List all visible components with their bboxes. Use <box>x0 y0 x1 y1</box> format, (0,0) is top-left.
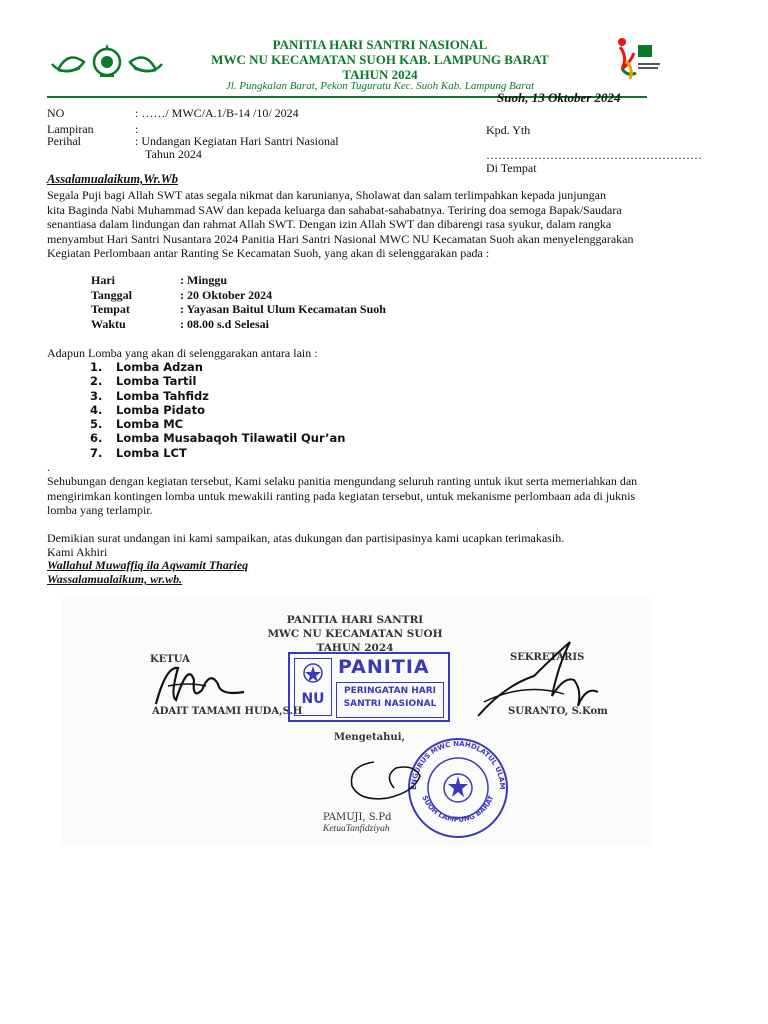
competitions-intro: Adapun Lomba yang akan di selenggarakan antara lain : <box>47 346 318 360</box>
event-value: : Minggu <box>180 273 228 287</box>
event-label: Tempat <box>91 302 130 316</box>
paragraph-1-line: Segala Puji bagi Allah SWT atas segala nikmat dan karunianya, Sholawat dan salam terlimpahkan kepada junjungan <box>47 188 606 202</box>
stamp-nu-box <box>294 658 332 716</box>
hsn-logo <box>612 33 664 85</box>
perihal-label: Perihal <box>47 134 81 148</box>
list-number: 4. <box>90 402 103 417</box>
event-value: : 08.00 s.d Selesai <box>180 316 270 331</box>
list-item <box>90 403 345 417</box>
list-item <box>90 431 345 445</box>
stamp-panitia-text: PANITIA <box>338 656 430 678</box>
paragraph-2-line: mengirimkan kontingen lomba untuk mewakili ranting pada kegiatan tersebut, untuk mekanisme perlombaan ada di juknis <box>47 488 636 503</box>
event-value: : Yayasan Baitul Ulum Kecamatan Suoh <box>180 302 386 316</box>
closing-wallahul: Wallahul Muwaffiq ila Aqwamit Tharieq <box>47 558 249 572</box>
paragraph-1-line: menyambut Hari Santri Nusantara 2024 Panitia Hari Santri Nasional MWC NU Kecamatan Suoh akan menyelenggarakan <box>47 231 634 246</box>
sign-title-2: MWC NU KECAMATAN SUOH <box>267 628 443 640</box>
list-label: Lomba Pidato <box>116 402 205 417</box>
paragraph-1-line: Kegiatan Perlombaan antar Ranting Se Kecamatan Suoh, yang akan di selenggarakan pada : <box>47 246 490 260</box>
round-stamp-top-text: ENGURUS MWC NAHDLATUL ULAM <box>409 739 507 790</box>
closing-wassalam: Wassalamualaikum, wr.wb. <box>47 572 183 586</box>
tanfidz-signature <box>344 752 434 812</box>
header-line1: PANITIA HARI SANTRI NASIONAL <box>272 37 488 52</box>
paragraph-1 <box>47 188 727 261</box>
event-label: Tanggal <box>91 287 132 302</box>
stamp-sub-box <box>336 682 444 718</box>
list-number: 3. <box>90 388 103 403</box>
event-details <box>91 273 386 331</box>
perihal-value: : Undangan Kegiatan Hari Santri Nasional <box>135 134 339 148</box>
list-label: Lomba Tartil <box>116 374 197 389</box>
list-item <box>90 446 345 460</box>
panitia-stamp <box>288 652 450 722</box>
header-address: Jl. Pungkalan Barat, Pekon Tuguratu Kec. Suoh Kab. Lampung Barat <box>225 80 535 92</box>
letter-date: Suoh, 13 Oktober 2024 <box>497 90 621 105</box>
list-number: 6. <box>90 431 103 446</box>
tanfidz-name: PAMUJI, S.Pd <box>323 812 392 823</box>
recipient-di-tempat: Di Tempat <box>486 161 537 175</box>
list-item <box>90 417 345 431</box>
closing-akhiri: Kami Akhiri <box>47 545 108 559</box>
stamp-nu-text: NU <box>301 691 325 707</box>
list-number: 2. <box>90 374 103 389</box>
no-value: : ……/ MWC/A.1/B-14 /10/ 2024 <box>135 106 299 120</box>
event-row <box>91 273 386 288</box>
event-row <box>91 317 386 332</box>
mengetahui: Mengetahui, <box>334 732 405 743</box>
stray-dot: . <box>47 460 50 474</box>
lampiran-value: : <box>135 122 139 136</box>
tanfidz-role: KetuaTanfidziyah <box>323 824 390 834</box>
event-row <box>91 288 386 303</box>
paragraph-3: Demikian surat undangan ini kami sampaikan, atas dukungan dan partisipasinya kami ucapkan terimakasih. <box>47 531 565 545</box>
stamp-sub-1: PERINGATAN HARI <box>343 686 437 696</box>
list-label: Lomba LCT <box>116 445 187 460</box>
ketua-label: KETUA <box>150 654 190 665</box>
recipient-dots: ……………………………………………… <box>486 148 702 162</box>
round-stamp-bottom-text: SUOH LAMPUNG BARAT <box>420 794 496 824</box>
perihal-value-2: Tahun 2024 <box>145 147 202 161</box>
paragraph-1-line: senantiasa dalam lindungan dan rahmat Allah SWT. Dengan izin Allah SWT dan dibarengi rasa syukur, dalam rangka <box>47 217 612 231</box>
list-label: Lomba Adzan <box>116 360 203 374</box>
list-item <box>90 389 345 403</box>
nu-logo <box>48 40 166 84</box>
list-number: 5. <box>90 417 103 432</box>
list-label: Lomba MC <box>116 417 184 432</box>
stamp-star-icon <box>296 661 330 685</box>
paragraph-2-line: lomba yang terlampir. <box>47 503 153 517</box>
sign-title-1: PANITIA HARI SANTRI <box>286 614 424 626</box>
paragraph-1-line: kita Baginda Nabi Muhammad SAW dan kepada keluarga dan sahabat-sahabatnya. Teriring doa semoga Bapak/Saudara <box>47 202 622 217</box>
event-label: Waktu <box>91 316 126 331</box>
list-label: Lomba Musabaqoh Tilawatil Qur’an <box>116 431 346 446</box>
ketua-name: ADAIT TAMAMI HUDA,S.H <box>152 706 303 717</box>
header-line3: TAHUN 2024 <box>342 67 418 82</box>
sign-title-3: TAHUN 2024 <box>316 642 394 654</box>
event-label: Hari <box>91 273 115 287</box>
no-label: NO <box>47 106 65 120</box>
event-row <box>91 302 386 317</box>
list-number: 7. <box>90 445 103 460</box>
salutation: Assalamualaikum,Wr.Wb <box>47 172 179 186</box>
event-value: : 20 Oktober 2024 <box>180 287 273 302</box>
paragraph-2-line: Sehubungan dengan kegiatan tersebut, Kami selaku panitia mengundang seluruh ranting untuk ikut serta memeriahkan dan <box>47 474 638 488</box>
list-item <box>90 360 345 374</box>
list-item <box>90 374 345 388</box>
lampiran-label: Lampiran <box>47 122 94 136</box>
sekretaris-label: SEKRETARIS <box>510 652 585 663</box>
paragraph-2 <box>47 474 737 518</box>
sekretaris-name: SURANTO, S.Kom <box>508 706 608 717</box>
competitions-list <box>90 360 345 460</box>
list-label: Lomba Tahfidz <box>116 388 209 403</box>
recipient-kpd: Kpd. Yth <box>486 123 531 137</box>
header-line2: MWC NU KECAMATAN SUOH KAB. LAMPUNG BARAT <box>211 52 549 67</box>
stamp-sub-2: SANTRI NASIONAL <box>343 699 437 709</box>
list-number: 1. <box>90 360 103 374</box>
